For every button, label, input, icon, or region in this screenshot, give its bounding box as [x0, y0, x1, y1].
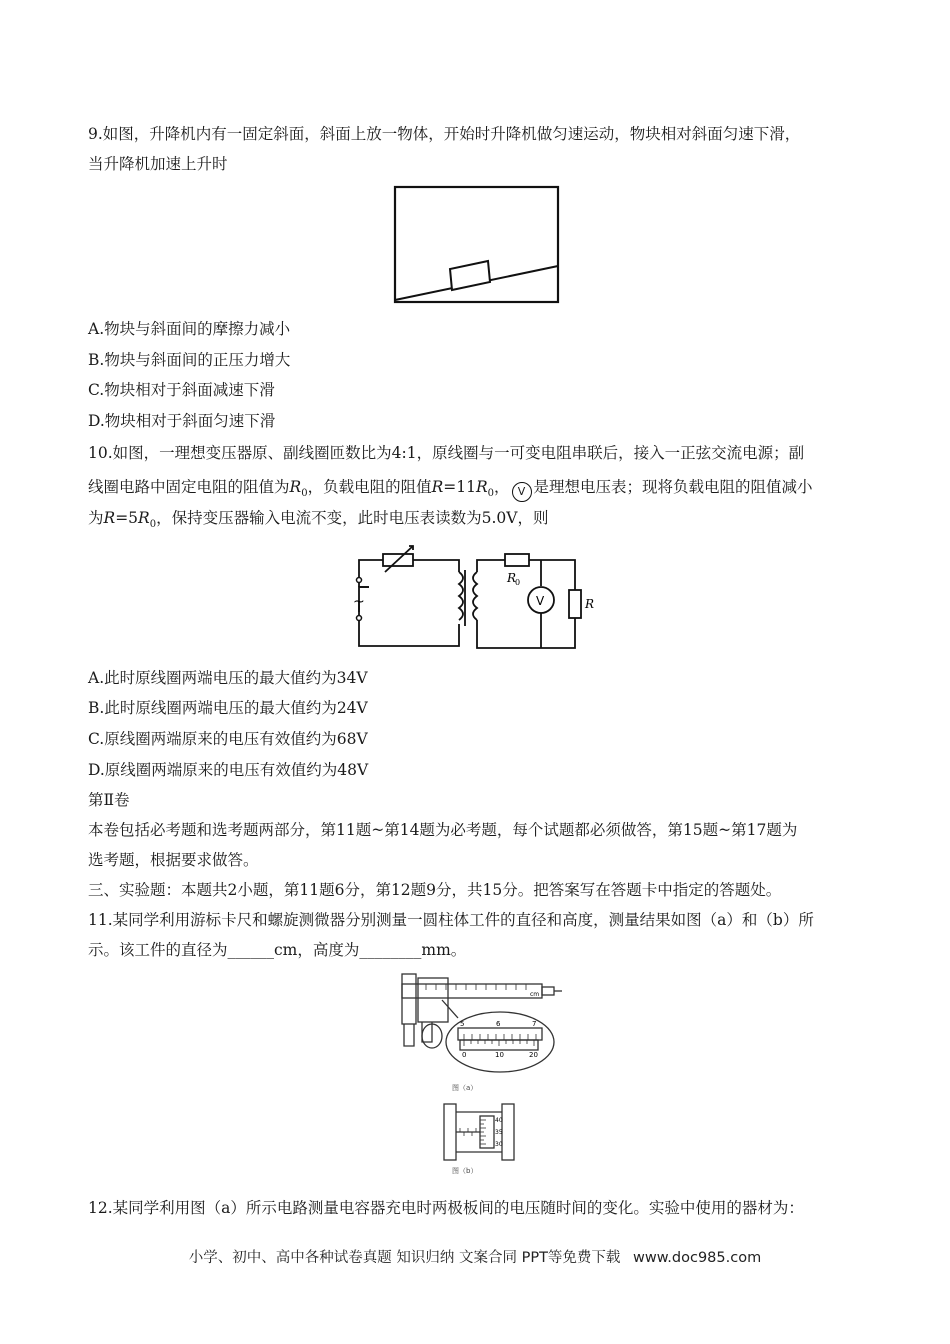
footer-url: www.doc985.com	[633, 1250, 762, 1266]
q10-stem-line3: 为$R=5R_0$，保持变压器输入电流不变，此时电压表读数为5.0V，则	[88, 509, 549, 531]
q12-stem-line1: 12.某同学利用图（a）所示电路测量电容器充电时两极板间的电压随时间的变化。实验中使用的器材为：	[88, 1199, 804, 1217]
section2-desc-line2: 选考题，根据要求做答。	[88, 851, 259, 869]
q11-figure-b-caption: 图（b）	[452, 1167, 478, 1175]
q9-option-d: D.物块相对于斜面匀速下滑	[88, 412, 276, 430]
q9-option-c: C.物块相对于斜面减速下滑	[88, 381, 275, 399]
svg-text:7: 7	[532, 1020, 537, 1028]
q10-option-c: C.原线圈两端原来的电压有效值约为68V	[88, 730, 368, 748]
svg-text:6: 6	[496, 1020, 501, 1028]
svg-text:10: 10	[495, 1051, 504, 1059]
svg-text:20: 20	[529, 1051, 538, 1059]
q11-stem-line1: 11.某同学利用游标卡尺和螺旋测微器分别测量一圆柱体工件的直径和高度，测量结果如图（a）和（b）所	[88, 911, 814, 929]
q10-option-d: D.原线圈两端原来的电压有效值约为48V	[88, 761, 369, 779]
q11-figure-b-micrometer	[440, 1100, 520, 1164]
ac-source-symbol: ~	[353, 594, 365, 610]
q10-option-a: A.此时原线圈两端电压的最大值约为34V	[88, 669, 368, 687]
page-footer	[0, 1246, 950, 1267]
q10-option-b: B.此时原线圈两端电压的最大值约为24V	[88, 699, 368, 717]
q11-stem-line2: 示。该工件的直径为______cm，高度为________mm。	[88, 941, 467, 959]
q9-option-a: A.物块与斜面间的摩擦力减小	[88, 320, 291, 338]
svg-text:5: 5	[460, 1020, 465, 1028]
svg-text:0: 0	[515, 578, 521, 587]
svg-text:cm: cm	[530, 991, 540, 998]
svg-text:0: 0	[462, 1051, 467, 1059]
r0-label: R	[507, 571, 517, 585]
experiment-heading: 三、实验题：本题共2小题，第11题6分，第12题9分，共15分。把答案写在答题卡中指定的答题处。	[88, 881, 782, 899]
svg-text:30: 30	[495, 1141, 503, 1148]
svg-text:35: 35	[495, 1129, 503, 1136]
svg-text:40: 40	[495, 1117, 503, 1124]
footer-text: 小学、初中、高中各种试卷真题 知识归纳 文案合同 PPT等免费下载	[188, 1250, 621, 1266]
q10-figure-transformer-circuit	[345, 542, 595, 654]
q9-option-b: B.物块与斜面间的正压力增大	[88, 351, 291, 369]
q11-figure-a-caption: 图（a）	[452, 1084, 478, 1092]
voltmeter-symbol: V	[512, 482, 532, 502]
voltmeter-label: V	[536, 594, 545, 608]
q11-figure-a-vernier-caliper	[396, 970, 566, 1078]
section2-desc-line1: 本卷包括必考题和选考题两部分，第11题~第14题为必考题，每个试题都必须做答，第15题~第17题为	[88, 821, 798, 839]
q9-figure-elevator-incline	[392, 184, 564, 308]
q9-stem-line1: 9.如图，升降机内有一固定斜面，斜面上放一物体，开始时升降机做匀速运动，物块相对斜面匀速下滑，	[88, 125, 801, 143]
q10-stem-line2: 线圈电路中固定电阻的阻值为$R_0$，负载电阻的阻值$R=11R_0$， V 是理想电压表；现将负载电阻的阻值减小	[88, 477, 813, 504]
r-label: R	[585, 597, 595, 611]
q9-stem-line2: 当升降机加速上升时	[88, 155, 228, 173]
section2-title: 第Ⅱ卷	[88, 791, 130, 809]
q10-stem-line1: 10.如图，一理想变压器原、副线圈匝数比为4:1，原线圈与一可变电阻串联后，接入一正弦交流电源；副	[88, 444, 805, 462]
